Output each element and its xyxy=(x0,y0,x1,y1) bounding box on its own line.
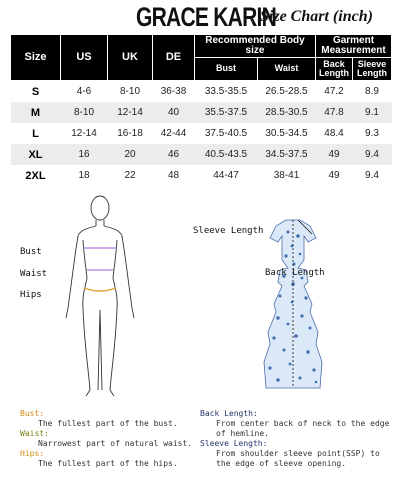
bust-cell: 35.5-37.5 xyxy=(195,102,258,123)
header-sleeve-length: Sleeve Length xyxy=(353,58,392,81)
back-length-label: Back Length xyxy=(265,268,325,278)
back-length-term: Back Length: xyxy=(200,409,258,418)
back-length-cell: 49 xyxy=(328,170,340,181)
waist-cell: 38-41 xyxy=(273,170,300,181)
waist-cell: 30.5-34.5 xyxy=(265,128,308,139)
header-us: US xyxy=(61,35,108,81)
header xyxy=(0,0,400,34)
de-cell: 48 xyxy=(167,170,180,181)
us-cell: 18 xyxy=(78,170,90,181)
bust-cell: 40.5-43.5 xyxy=(195,144,258,165)
de-cell: 42-44 xyxy=(160,128,187,139)
definitions-right xyxy=(200,409,389,469)
body-figure xyxy=(50,190,150,400)
size-table xyxy=(10,34,392,186)
de-cell: 46 xyxy=(153,144,195,165)
waist-label: Waist xyxy=(20,269,48,279)
sleeve-length-cell: 9.3 xyxy=(365,128,379,139)
uk-cell: 20 xyxy=(108,144,153,165)
sleeve-length-cell: 9.4 xyxy=(365,170,379,181)
waist-cell: 26.5-28.5 xyxy=(265,86,308,97)
bust-description: The fullest part of the bust. xyxy=(38,419,178,428)
header-de: DE xyxy=(153,35,195,81)
header-size: Size xyxy=(11,35,61,81)
uk-cell: 22 xyxy=(124,170,136,181)
back-length-cell: 47.8 xyxy=(316,102,353,123)
us-cell: 4-6 xyxy=(76,86,92,97)
waist-description: Narrowest part of natural waist. xyxy=(38,439,193,448)
header-uk: UK xyxy=(108,35,153,81)
uk-cell: 16-18 xyxy=(117,128,143,139)
back-length-cell: 49 xyxy=(316,144,353,165)
size-cell: XL xyxy=(11,144,61,165)
sleeve-length-cell: 9.4 xyxy=(353,144,392,165)
uk-cell: 8-10 xyxy=(119,86,140,97)
bust-cell: 33.5-35.5 xyxy=(204,86,248,97)
brand-name: GRACE KARIN xyxy=(136,2,277,32)
sleeve-length-label: Sleeve Length xyxy=(193,226,264,236)
size-cell: L xyxy=(32,127,39,140)
table-row xyxy=(11,165,392,186)
size-cell: 2XL xyxy=(25,169,46,182)
de-cell: 36-38 xyxy=(160,86,187,97)
back-length-description-1: From center back of neck to the edge xyxy=(216,419,390,428)
size-cell: M xyxy=(11,102,61,123)
hips-description: The fullest part of the hips. xyxy=(38,459,178,468)
chart-title: Size Chart (inch) xyxy=(260,8,373,25)
table-row xyxy=(11,144,392,165)
us-cell: 12-14 xyxy=(71,128,97,139)
body-figure-icon xyxy=(50,190,150,400)
de-cell: 40 xyxy=(153,102,195,123)
header-recommended: Recommended Body size xyxy=(195,35,316,58)
waist-term: Waist: xyxy=(20,429,49,438)
dress-illustration xyxy=(258,212,328,412)
definitions-left xyxy=(20,409,192,469)
us-cell: 16 xyxy=(61,144,108,165)
hip-line xyxy=(84,288,116,291)
bust-cell: 37.5-40.5 xyxy=(204,128,248,139)
bust-term: Bust: xyxy=(20,409,45,418)
uk-cell: 12-14 xyxy=(108,102,153,123)
bust-label: Bust xyxy=(20,247,42,257)
sleeve-length-term: Sleeve Length: xyxy=(200,439,268,448)
size-cell: S xyxy=(31,85,40,98)
back-length-cell: 47.2 xyxy=(324,86,344,97)
sleeve-length-description-2: the edge of sleeve opening. xyxy=(216,459,347,468)
header-bust: Bust xyxy=(195,58,258,81)
sleeve-length-cell: 8.9 xyxy=(365,86,379,97)
hips-term: Hips: xyxy=(20,449,45,458)
waist-cell: 34.5-37.5 xyxy=(258,144,316,165)
header-waist: Waist xyxy=(258,58,316,81)
header-back-length: Back Length xyxy=(316,58,353,81)
dress-icon xyxy=(258,212,328,412)
table-row xyxy=(11,102,392,123)
hips-label: Hips xyxy=(20,290,42,300)
us-cell: 8-10 xyxy=(61,102,108,123)
back-length-cell: 48.4 xyxy=(324,128,344,139)
header-garment: Garment Measurement xyxy=(316,35,392,58)
back-length-description-2: of hemline. xyxy=(216,429,269,438)
sleeve-length-cell: 9.1 xyxy=(353,102,392,123)
waist-cell: 28.5-30.5 xyxy=(258,102,316,123)
bust-cell: 44-47 xyxy=(213,170,239,181)
table-row xyxy=(11,81,392,103)
sleeve-length-description-1: From shoulder sleeve point(SSP) to xyxy=(216,449,380,458)
table-row xyxy=(11,123,392,144)
